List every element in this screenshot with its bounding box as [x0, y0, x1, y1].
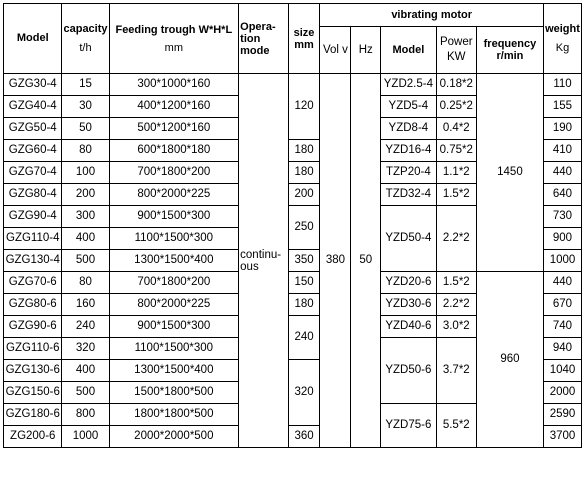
capacity-cell: 15 — [62, 74, 109, 96]
trough-cell: 400*1200*160 — [109, 96, 239, 118]
col-feeding-trough — [109, 4, 239, 74]
trough-cell: 700*1800*200 — [109, 272, 239, 294]
model-cell: GZG110-6 — [4, 338, 62, 360]
weight-unit: Kg — [555, 41, 570, 54]
trough-cell: 1800*1800*500 — [109, 404, 239, 426]
weight-cell: 1000 — [543, 250, 581, 272]
model-cell: GZG90-6 — [4, 316, 62, 338]
capacity-unit: t/h — [79, 41, 92, 54]
table-row — [4, 272, 582, 294]
motor-model-cell: YZD50-4 — [381, 206, 437, 272]
hz-cell: 50 — [351, 74, 381, 448]
size-cell: 180 — [288, 162, 320, 184]
capacity-cell: 160 — [62, 294, 109, 316]
power-cell: 3.0*2 — [436, 316, 476, 338]
weight-label: weight — [545, 22, 580, 35]
weight-cell: 110 — [543, 74, 581, 96]
col-capacity — [62, 4, 109, 74]
trough-cell: 300*1000*160 — [109, 74, 239, 96]
motor-model-cell: TZD32-4 — [381, 184, 437, 206]
model-cell: GZG40-4 — [4, 96, 62, 118]
trough-cell: 900*1500*300 — [109, 316, 239, 338]
col-size: size mm — [288, 4, 320, 74]
motor-model-cell: YZD8-4 — [381, 118, 437, 140]
motor-model-cell: YZD2.5-4 — [381, 74, 437, 96]
size-cell: 360 — [288, 426, 320, 448]
weight-cell: 670 — [543, 294, 581, 316]
capacity-cell: 240 — [62, 316, 109, 338]
weight-cell: 940 — [543, 338, 581, 360]
size-cell: 150 — [288, 272, 320, 294]
size-cell: 320 — [288, 360, 320, 426]
trough-cell: 800*2000*225 — [109, 294, 239, 316]
weight-cell: 155 — [543, 96, 581, 118]
specification-table — [3, 3, 582, 448]
trough-cell: 1500*1800*500 — [109, 382, 239, 404]
trough-cell: 1300*1500*400 — [109, 360, 239, 382]
motor-model-cell: YZD5-4 — [381, 96, 437, 118]
size-cell: 240 — [288, 316, 320, 360]
operation-mode-cell: continu- ous — [239, 74, 289, 448]
col-weight — [543, 4, 581, 74]
capacity-cell: 500 — [62, 250, 109, 272]
volt-cell: 380 — [320, 74, 351, 448]
col-model: Model — [4, 4, 62, 74]
size-cell: 180 — [288, 140, 320, 162]
weight-cell: 3700 — [543, 426, 581, 448]
trough-cell: 500*1200*160 — [109, 118, 239, 140]
trough-cell: 700*1800*200 — [109, 162, 239, 184]
model-cell: GZG180-6 — [4, 404, 62, 426]
trough-cell: 2000*2000*500 — [109, 426, 239, 448]
motor-model-cell: YZD30-6 — [381, 294, 437, 316]
table-row — [4, 74, 582, 96]
trough-unit: mm — [164, 41, 183, 54]
model-cell: ZG200-6 — [4, 426, 62, 448]
weight-cell: 900 — [543, 228, 581, 250]
model-cell: GZG150-6 — [4, 382, 62, 404]
motor-model-cell: YZD40-6 — [381, 316, 437, 338]
capacity-cell: 100 — [62, 162, 109, 184]
motor-model-cell: YZD16-4 — [381, 140, 437, 162]
capacity-cell: 400 — [62, 360, 109, 382]
weight-cell: 190 — [543, 118, 581, 140]
capacity-cell: 30 — [62, 96, 109, 118]
motor-model-cell: YZD75-6 — [381, 404, 437, 448]
trough-cell: 800*2000*225 — [109, 184, 239, 206]
power-cell: 0.25*2 — [436, 96, 476, 118]
size-cell: 350 — [288, 250, 320, 272]
power-cell: 5.5*2 — [436, 404, 476, 448]
trough-cell: 1100*1500*300 — [109, 338, 239, 360]
weight-cell: 410 — [543, 140, 581, 162]
col-motor-model: Model — [381, 27, 437, 74]
weight-cell: 1040 — [543, 360, 581, 382]
capacity-cell: 1000 — [62, 426, 109, 448]
model-cell: GZG110-4 — [4, 228, 62, 250]
capacity-cell: 200 — [62, 184, 109, 206]
trough-label: Feeding trough W*H*L — [115, 23, 233, 36]
motor-model-cell: YZD20-6 — [381, 272, 437, 294]
col-volt: Vol v — [320, 27, 351, 74]
weight-cell: 640 — [543, 184, 581, 206]
model-cell: GZG130-6 — [4, 360, 62, 382]
col-power — [436, 27, 476, 74]
power-label: Power — [439, 36, 473, 48]
trough-cell: 600*1800*180 — [109, 140, 239, 162]
motor-model-cell: TZP20-4 — [381, 162, 437, 184]
model-cell: GZG130-4 — [4, 250, 62, 272]
trough-cell: 900*1500*300 — [109, 206, 239, 228]
model-cell: GZG60-4 — [4, 140, 62, 162]
model-cell: GZG90-4 — [4, 206, 62, 228]
weight-cell: 2590 — [543, 404, 581, 426]
capacity-cell: 320 — [62, 338, 109, 360]
col-operation-mode: Opera- tion mode — [239, 4, 289, 74]
capacity-label: capacity — [63, 22, 108, 35]
power-unit: KW — [447, 51, 466, 63]
weight-cell: 740 — [543, 316, 581, 338]
model-cell: GZG80-4 — [4, 184, 62, 206]
weight-cell: 730 — [543, 206, 581, 228]
model-cell: GZG30-4 — [4, 74, 62, 96]
power-cell: 1.1*2 — [436, 162, 476, 184]
frequency-cell: 960 — [476, 272, 543, 448]
capacity-cell: 80 — [62, 272, 109, 294]
trough-cell: 1300*1500*400 — [109, 250, 239, 272]
capacity-cell: 400 — [62, 228, 109, 250]
capacity-cell: 50 — [62, 118, 109, 140]
size-cell: 120 — [288, 74, 320, 140]
trough-cell: 1100*1500*300 — [109, 228, 239, 250]
capacity-cell: 500 — [62, 382, 109, 404]
capacity-cell: 80 — [62, 140, 109, 162]
power-cell: 0.18*2 — [436, 74, 476, 96]
capacity-cell: 300 — [62, 206, 109, 228]
weight-cell: 2000 — [543, 382, 581, 404]
model-cell: GZG70-6 — [4, 272, 62, 294]
power-cell: 2.2*2 — [436, 206, 476, 272]
model-cell: GZG70-4 — [4, 162, 62, 184]
size-cell: 180 — [288, 294, 320, 316]
weight-cell: 440 — [543, 162, 581, 184]
model-cell: GZG80-6 — [4, 294, 62, 316]
col-hz: Hz — [351, 27, 381, 74]
power-cell: 0.4*2 — [436, 118, 476, 140]
motor-model-cell: YZD50-6 — [381, 338, 437, 404]
col-frequency: frequency r/min — [476, 27, 543, 74]
model-cell: GZG50-4 — [4, 118, 62, 140]
size-cell: 250 — [288, 206, 320, 250]
weight-cell: 440 — [543, 272, 581, 294]
power-cell: 2.2*2 — [436, 294, 476, 316]
col-vibrating-motor: vibrating motor — [320, 4, 544, 27]
power-cell: 1.5*2 — [436, 272, 476, 294]
power-cell: 1.5*2 — [436, 184, 476, 206]
size-cell: 200 — [288, 184, 320, 206]
capacity-cell: 800 — [62, 404, 109, 426]
power-cell: 3.7*2 — [436, 338, 476, 404]
power-cell: 0.75*2 — [436, 140, 476, 162]
frequency-cell: 1450 — [476, 74, 543, 272]
